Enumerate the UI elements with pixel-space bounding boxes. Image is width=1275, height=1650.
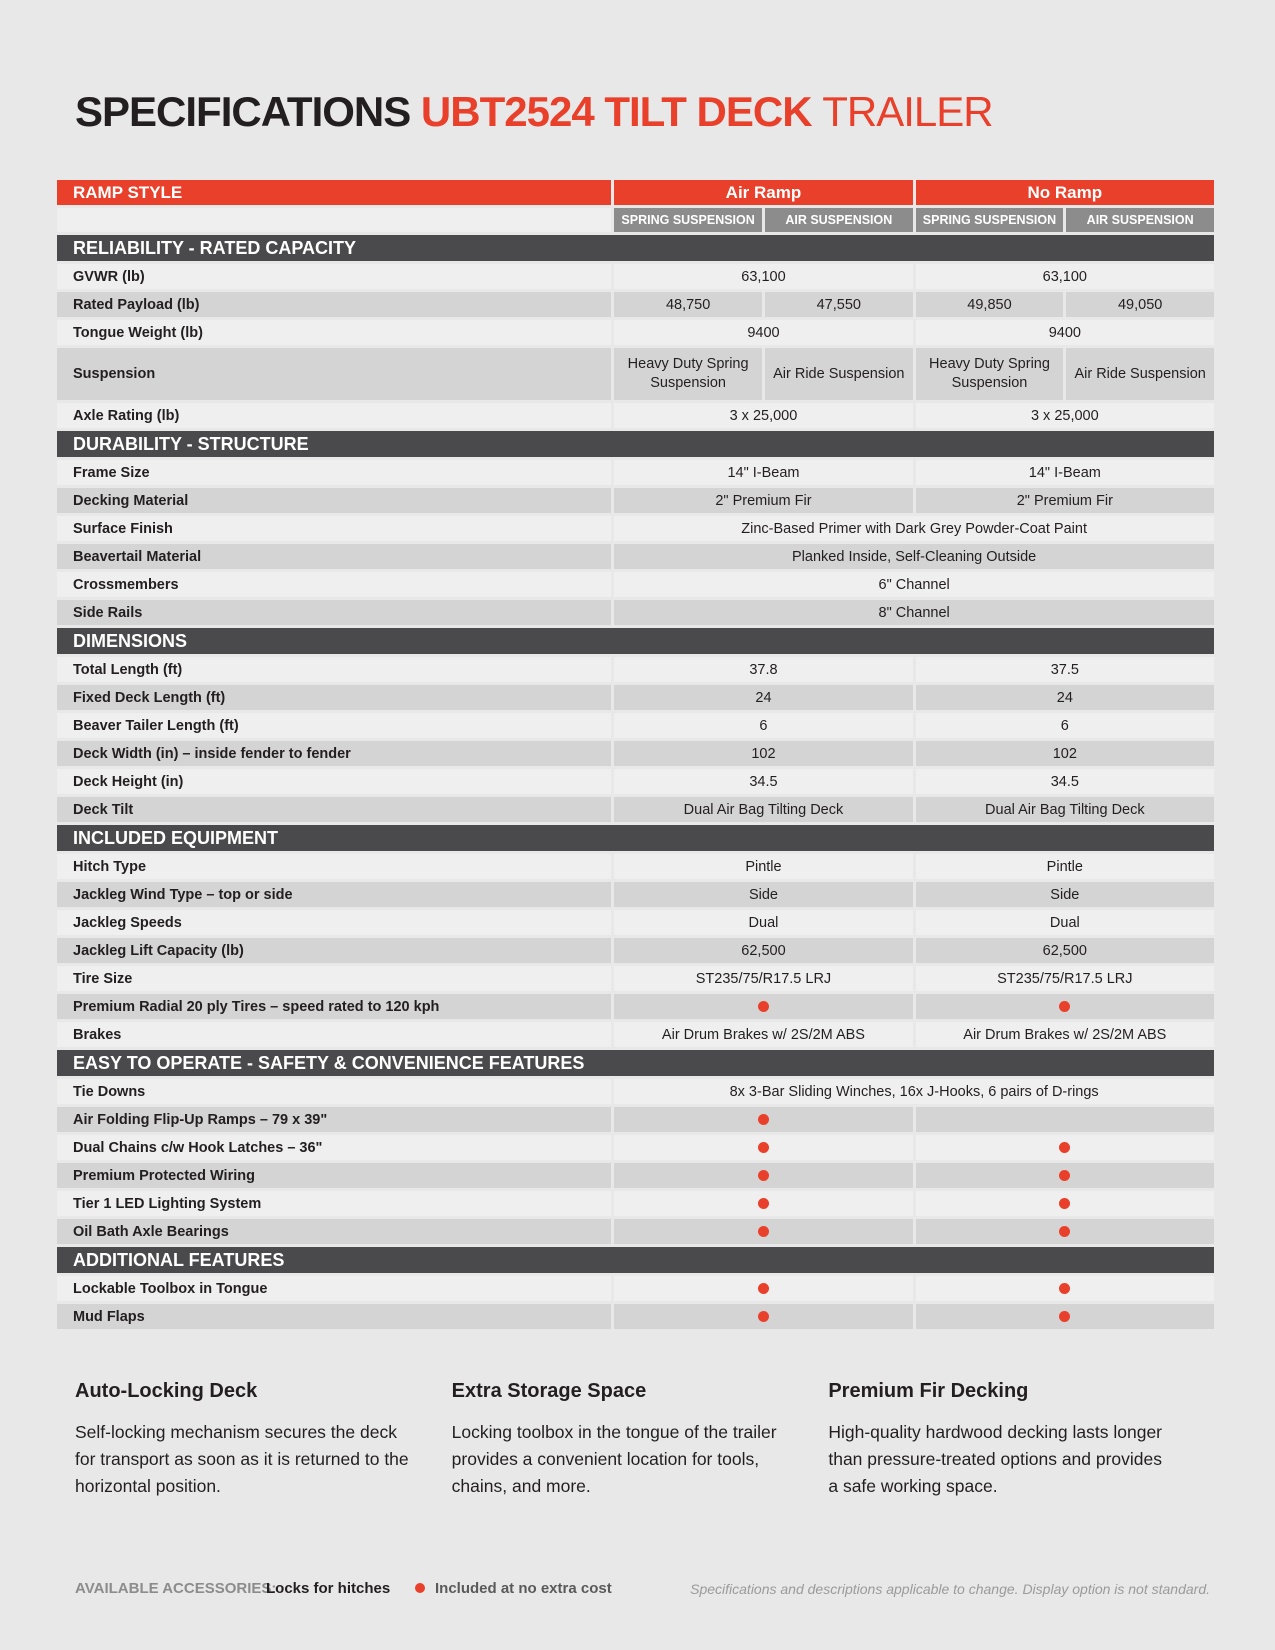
table-row: Premium Radial 20 ply Tires – speed rated to 120 kph bbox=[57, 994, 1214, 1019]
table-row: Jackleg Lift Capacity (lb) 62,500 62,500 bbox=[57, 938, 1214, 963]
included-dot-icon bbox=[758, 1001, 769, 1012]
feature-text: Self-locking mechanism secures the deck for transport as soon as it is returned to the horizontal position. bbox=[75, 1422, 409, 1496]
table-row: Side Rails 8" Channel bbox=[57, 600, 1214, 625]
feature-text: High-quality hardwood decking lasts longer than pressure-treated options and provides a safe working space. bbox=[828, 1422, 1163, 1496]
air-spring-suspension-header: SPRING SUSPENSION bbox=[614, 208, 762, 232]
section-header: DIMENSIONS bbox=[57, 628, 1214, 654]
table-row: Fixed Deck Length (ft) 24 24 bbox=[57, 685, 1214, 710]
accessories-label: AVAILABLE ACCESSORIES: bbox=[75, 1580, 277, 1597]
ramp-style-row bbox=[57, 180, 1214, 205]
table-row: Lockable Toolbox in Tongue bbox=[57, 1276, 1214, 1301]
table-row: Hitch Type Pintle Pintle bbox=[57, 854, 1214, 879]
included-dot-icon bbox=[758, 1170, 769, 1181]
features-section bbox=[75, 1380, 1205, 1500]
table-row: Crossmembers 6" Channel bbox=[57, 572, 1214, 597]
included-dot-icon bbox=[758, 1226, 769, 1237]
table-row: Deck Height (in) 34.5 34.5 bbox=[57, 769, 1214, 794]
section-header: RELIABILITY - RATED CAPACITY bbox=[57, 235, 1214, 261]
table-row: Premium Protected Wiring bbox=[57, 1163, 1214, 1188]
included-dot-icon bbox=[758, 1114, 769, 1125]
table-row: Suspension Heavy Duty Spring Suspension Air Ride Suspension Heavy Duty Spring Suspension Air Ride Suspension bbox=[57, 348, 1214, 400]
table-row: Rated Payload (lb) 48,750 47,550 49,850 49,050 bbox=[57, 292, 1214, 317]
section-header: INCLUDED EQUIPMENT bbox=[57, 825, 1214, 851]
page-title bbox=[75, 88, 993, 136]
table-row: Tier 1 LED Lighting System bbox=[57, 1191, 1214, 1216]
table-row: Axle Rating (lb) 3 x 25,000 3 x 25,000 bbox=[57, 403, 1214, 428]
table-row: Tongue Weight (lb) 9400 9400 bbox=[57, 320, 1214, 345]
included-dot-icon bbox=[1059, 1198, 1070, 1209]
accessories-value: Locks for hitches bbox=[266, 1580, 391, 1597]
included-dot-icon bbox=[1059, 1311, 1070, 1322]
title-model: UBT2524 TILT DECK bbox=[420, 88, 812, 135]
table-row: Decking Material 2" Premium Fir 2" Premium Fir bbox=[57, 488, 1214, 513]
included-dot-icon bbox=[1059, 1001, 1070, 1012]
ramp-air-header: Air Ramp bbox=[614, 180, 912, 205]
included-dot-icon bbox=[1059, 1170, 1070, 1181]
table-row: Jackleg Wind Type – top or side Side Side bbox=[57, 882, 1214, 907]
included-legend-text: Included at no extra cost bbox=[435, 1580, 612, 1597]
table-row: Tire Size ST235/75/R17.5 LRJ ST235/75/R17.5 LRJ bbox=[57, 966, 1214, 991]
section-header: DURABILITY - STRUCTURE bbox=[57, 431, 1214, 457]
title-part1: SPECIFICATIONS bbox=[75, 88, 411, 135]
feature-extra-storage bbox=[452, 1380, 829, 1500]
table-row: Mud Flaps bbox=[57, 1304, 1214, 1329]
table-row: Surface Finish Zinc-Based Primer with Dark Grey Powder-Coat Paint bbox=[57, 516, 1214, 541]
none-spring-suspension-header: SPRING SUSPENSION bbox=[916, 208, 1064, 232]
feature-title: Extra Storage Space bbox=[451, 1380, 647, 1402]
ramp-none-header: No Ramp bbox=[916, 180, 1214, 205]
section-header: ADDITIONAL FEATURES bbox=[57, 1247, 1214, 1273]
feature-title: Premium Fir Decking bbox=[828, 1380, 1029, 1402]
table-row: Oil Bath Axle Bearings bbox=[57, 1219, 1214, 1244]
table-row: Air Folding Flip-Up Ramps – 79 x 39" bbox=[57, 1107, 1214, 1132]
none-air-suspension-header: AIR SUSPENSION bbox=[1066, 208, 1214, 232]
footer bbox=[75, 1578, 1210, 1602]
ramp-style-label: RAMP STYLE bbox=[57, 180, 611, 205]
suspension-header-row bbox=[57, 208, 1214, 232]
included-dot-icon bbox=[758, 1198, 769, 1209]
table-row: Frame Size 14" I-Beam 14" I-Beam bbox=[57, 460, 1214, 485]
included-dot-icon bbox=[415, 1583, 425, 1593]
table-row: Tie Downs 8x 3-Bar Sliding Winches, 16x J-Hooks, 6 pairs of D-rings bbox=[57, 1079, 1214, 1104]
table-row: GVWR (lb) 63,100 63,100 bbox=[57, 264, 1214, 289]
included-dot-icon bbox=[758, 1283, 769, 1294]
table-row: Beaver Tailer Length (ft) 6 6 bbox=[57, 713, 1214, 738]
table-row: Dual Chains c/w Hook Latches – 36" bbox=[57, 1135, 1214, 1160]
air-air-suspension-header: AIR SUSPENSION bbox=[765, 208, 913, 232]
included-legend bbox=[415, 1580, 612, 1597]
spec-table bbox=[54, 177, 1217, 1332]
included-dot-icon bbox=[1059, 1226, 1070, 1237]
section-header: EASY TO OPERATE - SAFETY & CONVENIENCE FEATURES bbox=[57, 1050, 1214, 1076]
table-row: Total Length (ft) 37.8 37.5 bbox=[57, 657, 1214, 682]
table-row: Jackleg Speeds Dual Dual bbox=[57, 910, 1214, 935]
included-dot-icon bbox=[758, 1142, 769, 1153]
title-type: TRAILER bbox=[822, 88, 993, 135]
included-dot-icon bbox=[1059, 1142, 1070, 1153]
table-row: Beavertail Material Planked Inside, Self-Cleaning Outside bbox=[57, 544, 1214, 569]
included-dot-icon bbox=[758, 1311, 769, 1322]
feature-auto-locking-deck bbox=[75, 1380, 452, 1500]
disclaimer: Specifications and descriptions applicable to change. Display option is not standard. bbox=[690, 1581, 1210, 1597]
feature-title: Auto-Locking Deck bbox=[75, 1380, 258, 1402]
table-row: Deck Tilt Dual Air Bag Tilting Deck Dual Air Bag Tilting Deck bbox=[57, 797, 1214, 822]
feature-text: Locking toolbox in the tongue of the trailer provides a convenient location for tools, chains, and more. bbox=[451, 1422, 777, 1496]
table-row: Deck Width (in) – inside fender to fender 102 102 bbox=[57, 741, 1214, 766]
included-dot-icon bbox=[1059, 1283, 1070, 1294]
feature-fir-decking bbox=[828, 1380, 1205, 1500]
table-row: Brakes Air Drum Brakes w/ 2S/2M ABS Air Drum Brakes w/ 2S/2M ABS bbox=[57, 1022, 1214, 1047]
